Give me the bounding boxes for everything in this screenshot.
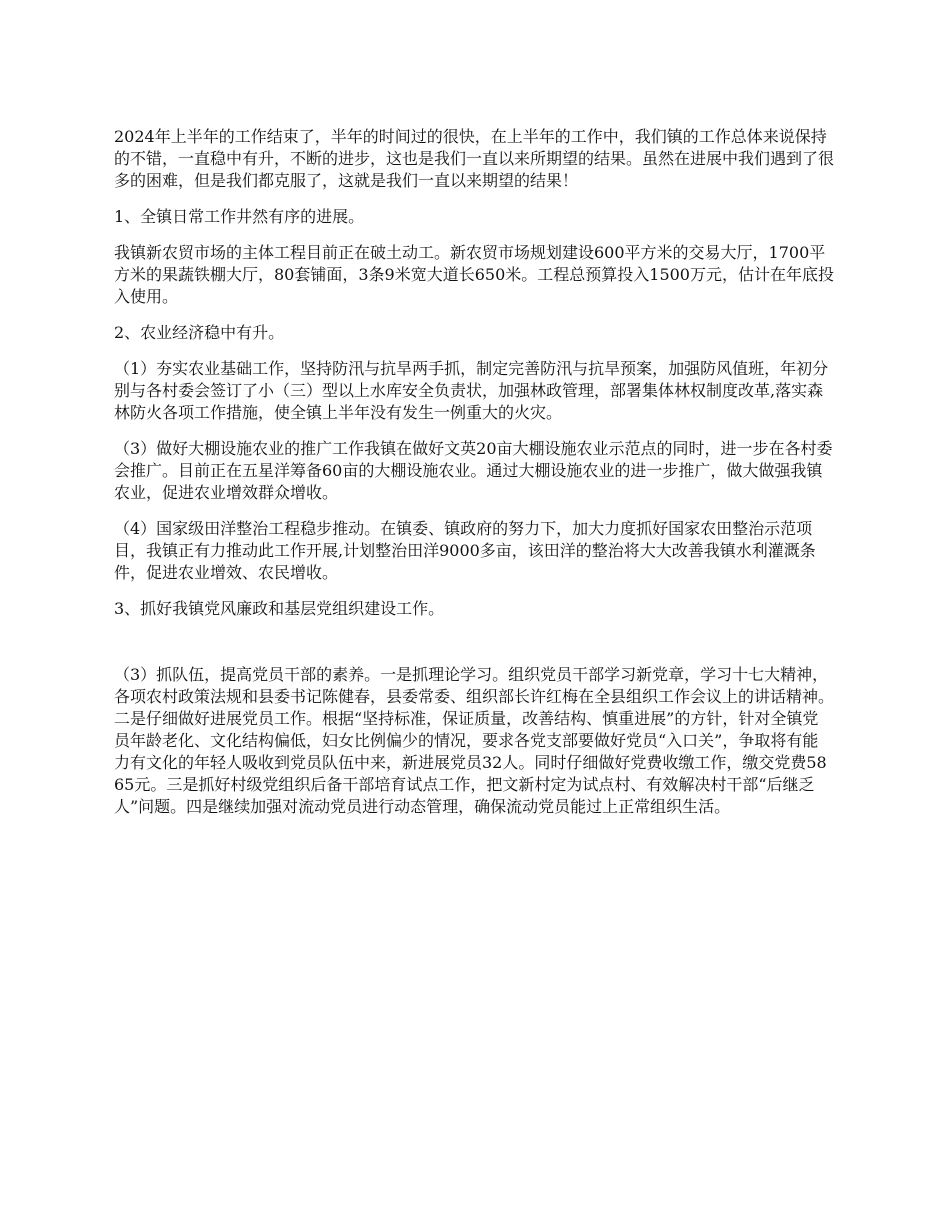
party-item-3: （3）抓队伍，提高党员干部的素养。一是抓理论学习。组织党员干部学习新党章，学习十七大精神，各项农村政策法规和县委书记陈健春，县委常委、组织部长许红梅在全县组织工作会议上的讲话精神。二是仔细做好进展党员工作。根据“坚持标准，保证质量，改善结构、慎重进展”的方针，针对全镇党员年龄老化、文化结构偏低，妇女比例偏少的情况，要求各党支部要做好党员“入口关”，争取将有能力有文化的年轻人吸收到党员队伍中来，新进展党员32人。同时仔细做好党费收缴工作，缴交党费5865元。三是抓好村级党组织后备干部培育试点工作，把文新村定为试点村、有效解决村干部“后继乏人”问题。四是继续加强对流动党员进行动态管理，确保流动党员能过上正常组织生活。 [114, 665, 835, 816]
agriculture-item-4: （4）国家级田洋整治工程稳步推动。在镇委、镇政府的努力下，加大力度抓好国家农田整治示范项目，我镇正有力推动此工作开展,计划整治田洋9000多亩，该田洋的整治将大大改善我镇水利灌溉条件，促进农业增效、农民增收。 [114, 519, 816, 582]
agriculture-item-1: （1）夯实农业基础工作，坚持防汛与抗旱两手抓，制定完善防汛与抗旱预案，加强防风值班，年初分别与各村委会签订了小（三）型以上水库安全负责状，加强林政管理，部署集体林权制度改革,落实森林防火各项工作措施，使全镇上半年没有发生一例重大的火灾。 [114, 359, 829, 422]
section-heading-2: 2、农业经济稳中有升。 [114, 323, 285, 342]
document-body [114, 126, 834, 832]
intro-paragraph: 2024年上半年的工作结束了，半年的时间过的很快，在上半年的工作中，我们镇的工作总体来说保持的不错，一直稳中有升，不断的进步，这也是我们一直以来所期望的结果。虽然在进展中我们遇到了很多的困难，但是我们都克服了，这就是我们一直以来期望的结果！ [114, 127, 835, 190]
blank-spacer [114, 634, 834, 664]
market-paragraph: 我镇新农贸市场的主体工程目前正在破土动工。新农贸市场规划建设600平方米的交易大厅，1700平方米的果蔬铁棚大厅，80套铺面，3条9米宽大道长650米。工程总预算投入1500万元，估计在年底投入使用。 [114, 243, 834, 306]
section-heading-3: 3、抓好我镇党风廉政和基层党组织建设工作。 [114, 599, 445, 618]
section-heading-1: 1、全镇日常工作井然有序的进展。 [114, 207, 365, 226]
agriculture-item-3: （3）做好大棚设施农业的推广工作我镇在做好文英20亩大棚设施农业示范点的同时，进一步在各村委会推广。目前正在五星洋筹备60亩的大棚设施农业。通过大棚设施农业的进一步推广，做大做强我镇农业，促进农业增效群众增收。 [114, 439, 833, 502]
